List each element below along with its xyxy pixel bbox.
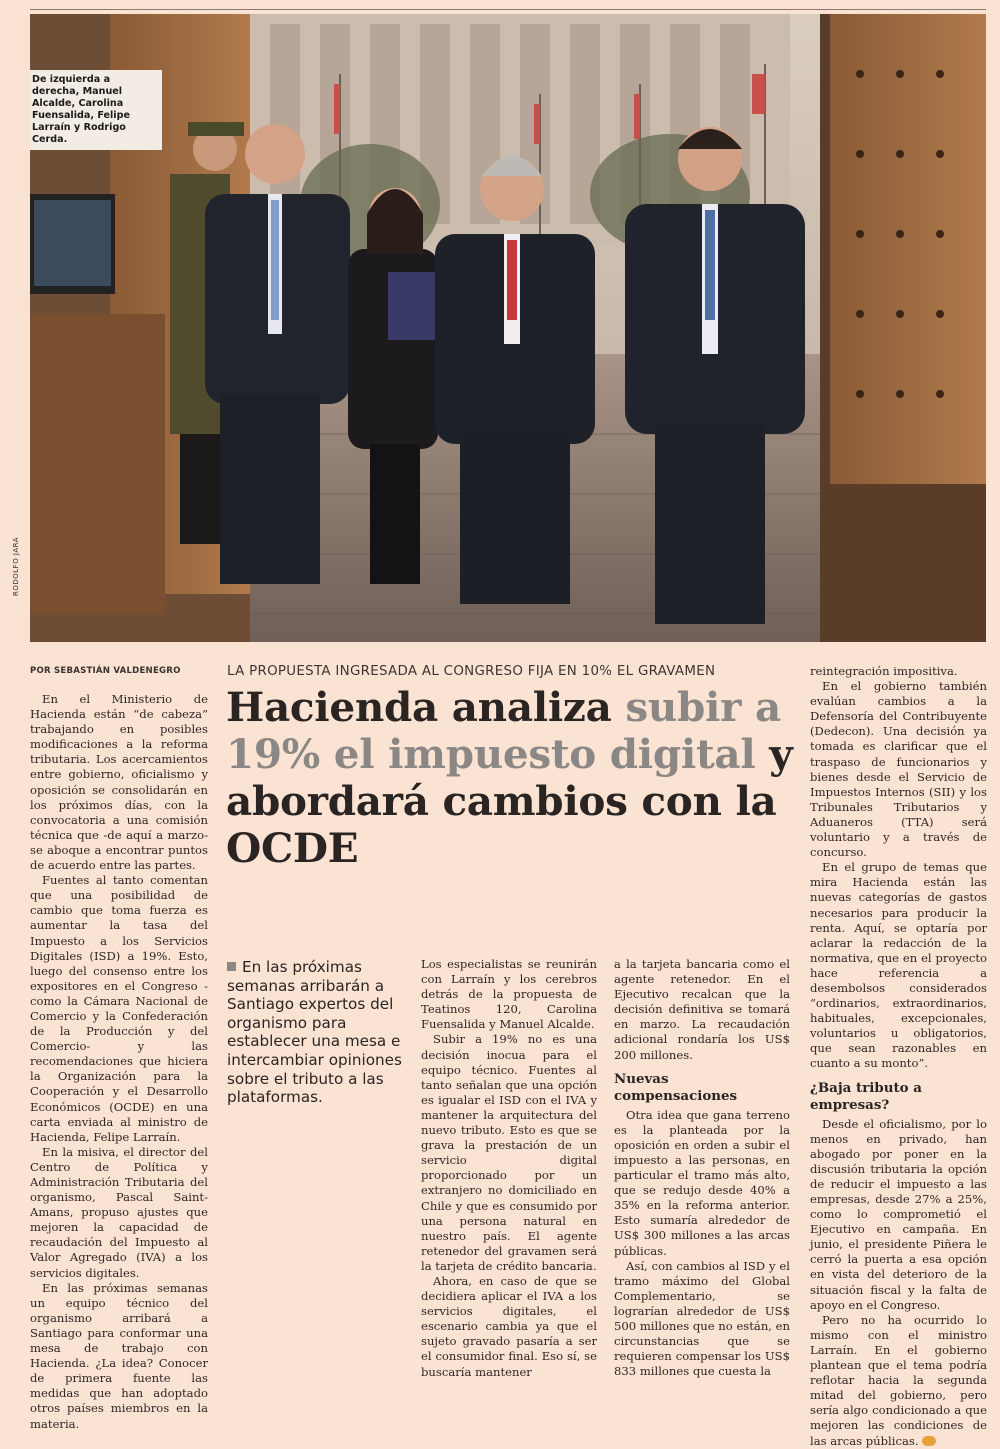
- paragraph: Fuentes al tanto comentan que una posibilidad de cambio que toma fuerza es aumentar la tasa del Impuesto a los Servicios Digitales (ISD) a 19%. Esto, luego del consenso entre los expositores en el Congreso -como la Cámara Nacional de Comercio y la Confederación de la Producción y del Comercio- y las recomendaciones que hiciera la Organización para la Cooperación y el Desarrollo Económicos (OCDE) en una carta enviada al ministro de Hacienda, Felipe Larraín.: [30, 873, 208, 1144]
- paragraph: Ahora, en caso de que se decidiera aplicar el IVA a los servicios digitales, el escenario cambia ya que el sujeto gravado pasaría a ser el consumidor final. Eso sí, se buscaría mantener: [421, 1273, 597, 1379]
- photo-credit: RODOLFO JARA: [12, 536, 20, 596]
- headline: [226, 684, 796, 872]
- paragraph: Los especialistas se reunirán con Larraín y los cerebros detrás de la propuesta de Teatinos 120, Carolina Fuensalida y Manuel Alcalde.: [421, 957, 597, 1032]
- paragraph: a la tarjeta bancaria como el agente retenedor. En el Ejecutivo recalcan que la decisión definitiva se tomará en marzo. La recaudación adicional rondaría los US$ 200 millones.: [614, 957, 790, 1062]
- headline-part1: Hacienda analiza: [226, 683, 626, 731]
- byline: POR SEBASTIÁN VALDENEGRO: [30, 666, 181, 676]
- photo-caption: De izquierda a derecha, Manuel Alcalde, Carolina Fuensalida, Felipe Larraín y Rodrigo Cerda.: [30, 70, 162, 150]
- paragraph: En la misiva, el director del Centro de Política y Administración Tributaria del organismo, Pascal Saint-Amans, propuso ajustes que mejoren la capacidad de recaudación del Impuesto al Valor Agregado (IVA) a los servicios digitales.: [30, 1144, 208, 1280]
- paragraph-last: [810, 1313, 987, 1449]
- article-photo: [30, 14, 986, 642]
- kicker: LA PROPUESTA INGRESADA AL CONGRESO FIJA EN 10% EL GRAVAMEN: [227, 664, 716, 679]
- column-3: [614, 957, 790, 1379]
- subheading-nuevas-compensaciones: Nuevas compensaciones: [614, 1070, 738, 1104]
- paragraph: En el Ministerio de Hacienda están “de cabeza” trabajando en posibles modificaciones a la reforma tributaria. Los acercamientos entre gobierno, oficialismo y oposición se consolidarán en los próximos días, con la convocatoria a una comisión técnica que -de aquí a marzo- se aboque a encontrar puntos de acuerdo entre las partes.: [30, 692, 208, 873]
- photo-illustration: [30, 14, 986, 642]
- column-4: [810, 664, 987, 1449]
- headline-highlight: subir a 19% el impuesto digital: [226, 683, 781, 778]
- column-2: [421, 957, 597, 1380]
- pull-quote-text: En las próximas semanas arribarán a Santiago expertos del organismo para establecer una mesa e intercambiar opiniones sobre el tributo a las plataformas.: [227, 958, 402, 1107]
- subheading-baja-tributo: ¿Baja tributo a empresas?: [810, 1079, 922, 1113]
- paragraph: Así, con cambios al ISD y el tramo máximo del Global Complementario, se lograrían alrededor de US$ 500 millones que no están, en circunstancias que se requieren compensar los US$ 833 millones que cuesta la: [614, 1258, 790, 1379]
- paragraph: reintegración impositiva.: [810, 664, 958, 678]
- headline-part2: y abordará cambios con la OCDE: [226, 730, 793, 872]
- paragraph: Otra idea que gana terreno es la planteada por la oposición en orden a subir el impuesto a las personas, en particular el tramo más alto, que se redujo desde 40% a 35% en la reforma anterior. Esto sumaría alrededor de US$ 300 millones a las arcas públicas.: [614, 1107, 790, 1258]
- square-bullet-icon: [227, 962, 236, 971]
- paragraph: En las próximas semanas un equipo técnico del organismo arribará a Santiago para conformar una mesa de trabajo con Hacienda. ¿La idea? Conocer de primera fuente las medidas que han adoptado otros países miembros en la materia.: [30, 1280, 208, 1431]
- paragraph: En el grupo de temas que mira Hacienda están las nuevas categorías de gastos necesarios para producir la renta. Aquí, se optaría por aclarar la redacción de la normativa, que en el proyecto hace referencia a desembolsos considerados “ordinarios, extraordinarios, habituales, excepcionales, voluntarios u obligatorios, que sean razonables en cuanto a su monto”.: [810, 860, 987, 1071]
- pull-quote: [227, 958, 407, 1107]
- top-rule: [30, 9, 986, 10]
- paragraph: En el gobierno también evalúan cambios a la Defensoría del Contribuyente (Dedecon). Una decisión ya tomada es clarificar que el traspaso de funcionarios y bienes desde el Servicio de Impuestos Internos (SII) y los Tribunales Tributarios y Aduaneros (TTA) será voluntario y a través de concurso.: [810, 679, 987, 860]
- paragraph: Desde el oficialismo, por lo menos en privado, han abogado por poner en la discusión tributaria la opción de reducir el impuesto a las empresas, desde 27% a 25%, como lo comprometió el Ejecutivo en campaña. En junio, el presidente Piñera le cerró la puerta a esa opción en vista del deterioro de la situación fiscal y la falta de apoyo en el Congreso.: [810, 1116, 987, 1312]
- column-1: [30, 692, 208, 1432]
- paragraph: Subir a 19% no es una decisión inocua para el equipo técnico. Fuentes al tanto señalan que una opción es igualar el ISD con el IVA y mantener la arquitectura del nuevo tributo. Esto es que se grava la prestación de un servicio digital proporcionado por un extranjero no domiciliado en Chile y que es consumido por una persona natural en nuestro país. El agente retenedor del gravamen será la tarjeta de crédito bancaria.: [421, 1032, 597, 1273]
- paragraph-text: Pero no ha ocurrido lo mismo con el ministro Larraín. En el gobierno plantean que el tema podría reflotar hacia la segunda mitad del gobierno, pero sería algo condicionado a que mejoren las condiciones de las arcas públicas.: [810, 1312, 987, 1448]
- end-mark-icon: [922, 1436, 936, 1446]
